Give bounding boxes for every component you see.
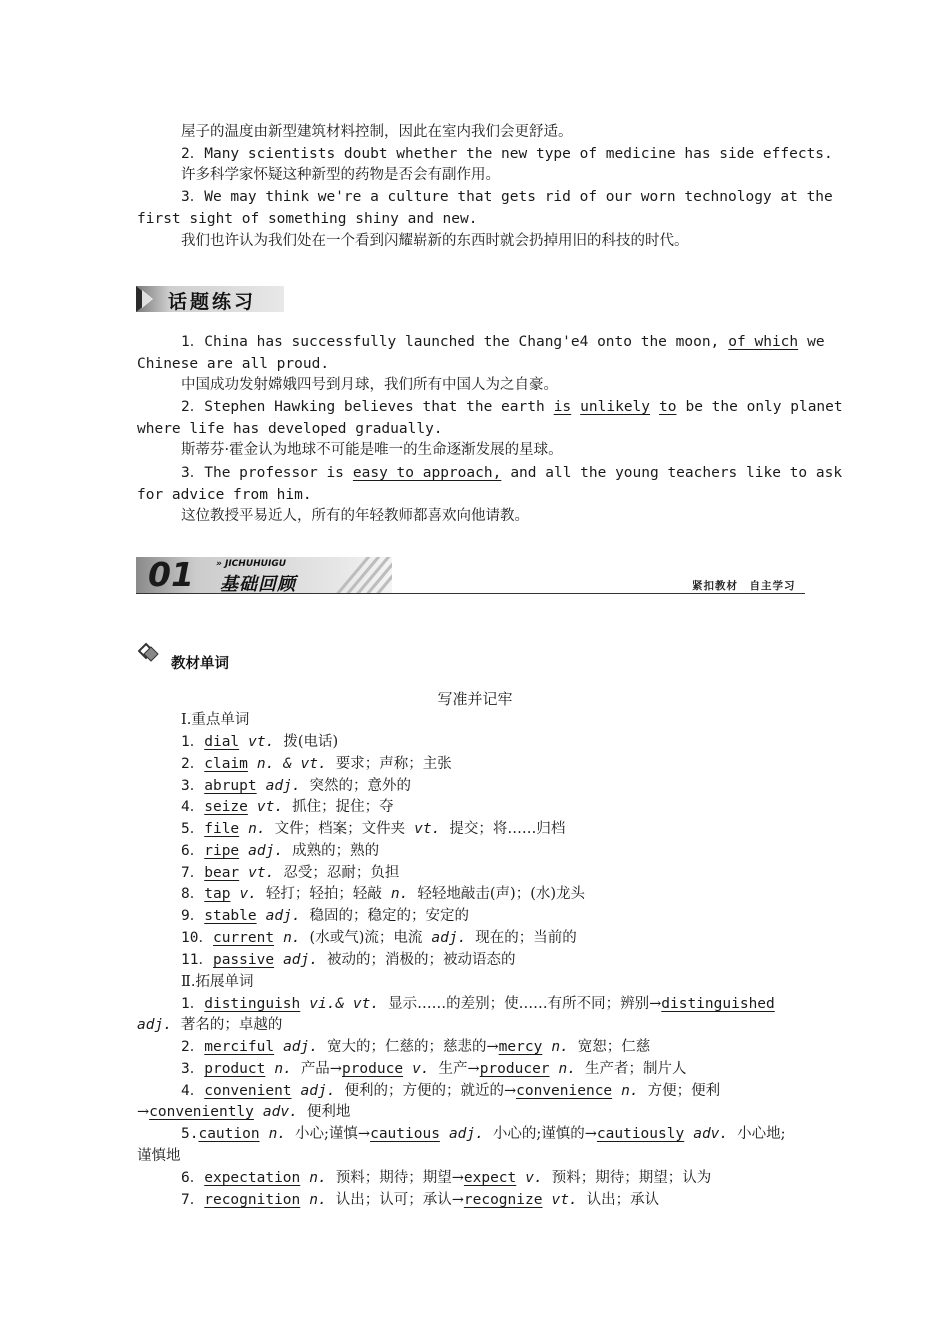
vocab-ext-item: 2．merciful adj. 宽大的；仁慈的；慈悲的→mercy n. 宽恕；仁慈 [181,1039,651,1055]
topic-item-3-zh: 这位教授平易近人，所有的年轻教师都喜欢向他请教。 [181,508,529,524]
intro-sentence-3-zh: 我们也许认为我们处在一个看到闪耀崭新的东西时就会扔掉用旧的科技的时代。 [181,233,689,249]
topic-item-1-en: 1．China has successfully launched the Chang'e4 onto the moon, of which we [181,334,825,350]
vocab-item: 8．tap v. 轻打；轻拍；轻敲 n. 轻轻地敲击(声)；(水)龙头 [181,886,586,902]
topic-item-3-en: 3．The professor is easy to approach, and all the young teachers like to ask [181,465,843,481]
vocab-ext-item-cont: adj. 著名的；卓越的 [137,1017,283,1033]
vocab-ext-item: 4．convenient adj. 便利的；方便的；就近的→convenience n. 方便；便利 [181,1083,721,1099]
vocab-item: 2．claim n. & vt. 要求；声称；主张 [181,756,452,772]
vocab-item: 4．seize vt. 抓住；捉住；夺 [181,799,394,815]
topic-item-1-en-b: Chinese are all proud. [137,356,330,372]
intro-zh-1: 屋子的温度由新型建筑材料控制，因此在室内我们会更舒适。 [181,124,573,140]
vocab-subtitle: 教材单词 [171,656,229,672]
vocab-ext-item: 5.caution n. 小心;谨慎→cautious adj. 小心的;谨慎的→cautiously adv. 小心地; [181,1126,786,1142]
topic-item-2-en-b: where life has developed gradually. [137,421,443,437]
intro-sentence-2-zh: 许多科学家怀疑这种新型的药物是否会有副作用。 [181,167,500,183]
topic-item-2-en: 2．Stephen Hawking believes that the earth is unlikely to be the only planet [181,399,843,415]
vocab-item: 3．abrupt adj. 突然的；意外的 [181,778,412,794]
vocab-ext-item: 7．recognition n. 认出；认可；承认→recognize vt. 认出；承认 [181,1192,660,1208]
topic-item-1-zh: 中国成功发射嫦娥四号到月球，我们所有中国人为之自豪。 [181,377,558,393]
topic-item-2-zh: 斯蒂芬·霍金认为地球不可能是唯一的生命逐渐发展的星球。 [181,442,563,458]
vocab-item: 11．passive adj. 被动的；消极的；被动语态的 [181,952,516,968]
vocab-item: 7．bear vt. 忍受；忍耐；负担 [181,865,400,881]
section-right-label: 紧扣教材 自主学习 [692,580,796,592]
vocab-item: 5．file n. 文件；档案；文件夹 vt. 提交；将……归档 [181,821,566,837]
vocab-ext-item-cont: 谨慎地 [137,1148,181,1164]
section-divider [136,593,805,594]
vocab-item: 1．dial vt. 拨(电话) [181,734,339,750]
vocab-center-title: 写准并记牢 [437,690,513,708]
vocab-item: 9．stable adj. 稳固的；稳定的；安定的 [181,908,470,924]
topic-title: 话题练习 [168,291,257,313]
section-title: 基础回顾 [220,574,296,593]
intro-sentence-2-en: 2．Many scientists doubt whether the new type of medicine has side effects. [181,146,833,162]
topic-item-3-en-b: for advice from him. [137,487,312,503]
part1-title: Ⅰ.重点单词 [181,712,250,728]
intro-sentence-3-en-b: first sight of something shiny and new. [137,211,478,227]
vocab-ext-item: 6．expectation n. 预料；期待；期望→expect v. 预料；期待；期望；认为 [181,1170,712,1186]
section-number: 01 [148,557,194,593]
diamond-icon [138,642,160,664]
intro-sentence-3-en-a: 3．We may think we're a culture that gets rid of our worn technology at the [181,189,833,205]
section-banner [136,557,392,593]
vocab-item: 10．current n. (水或气)流；电流 adj. 现在的；当前的 [181,930,577,946]
topic-banner [136,286,284,312]
section-pinyin: » JICHUHUIGU [216,559,287,569]
part2-title: Ⅱ.拓展单词 [181,974,254,990]
vocab-ext-item-cont: →conveniently adv. 便利地 [137,1104,351,1120]
vocab-ext-item: 1．distinguish vi.& vt. 显示……的差别；使……有所不同；辨别→distinguished [181,996,775,1012]
vocab-item: 6．ripe adj. 成熟的；熟的 [181,843,380,859]
vocab-ext-item: 3．product n. 产品→produce v. 生产→producer n. 生产者；制片人 [181,1061,687,1077]
